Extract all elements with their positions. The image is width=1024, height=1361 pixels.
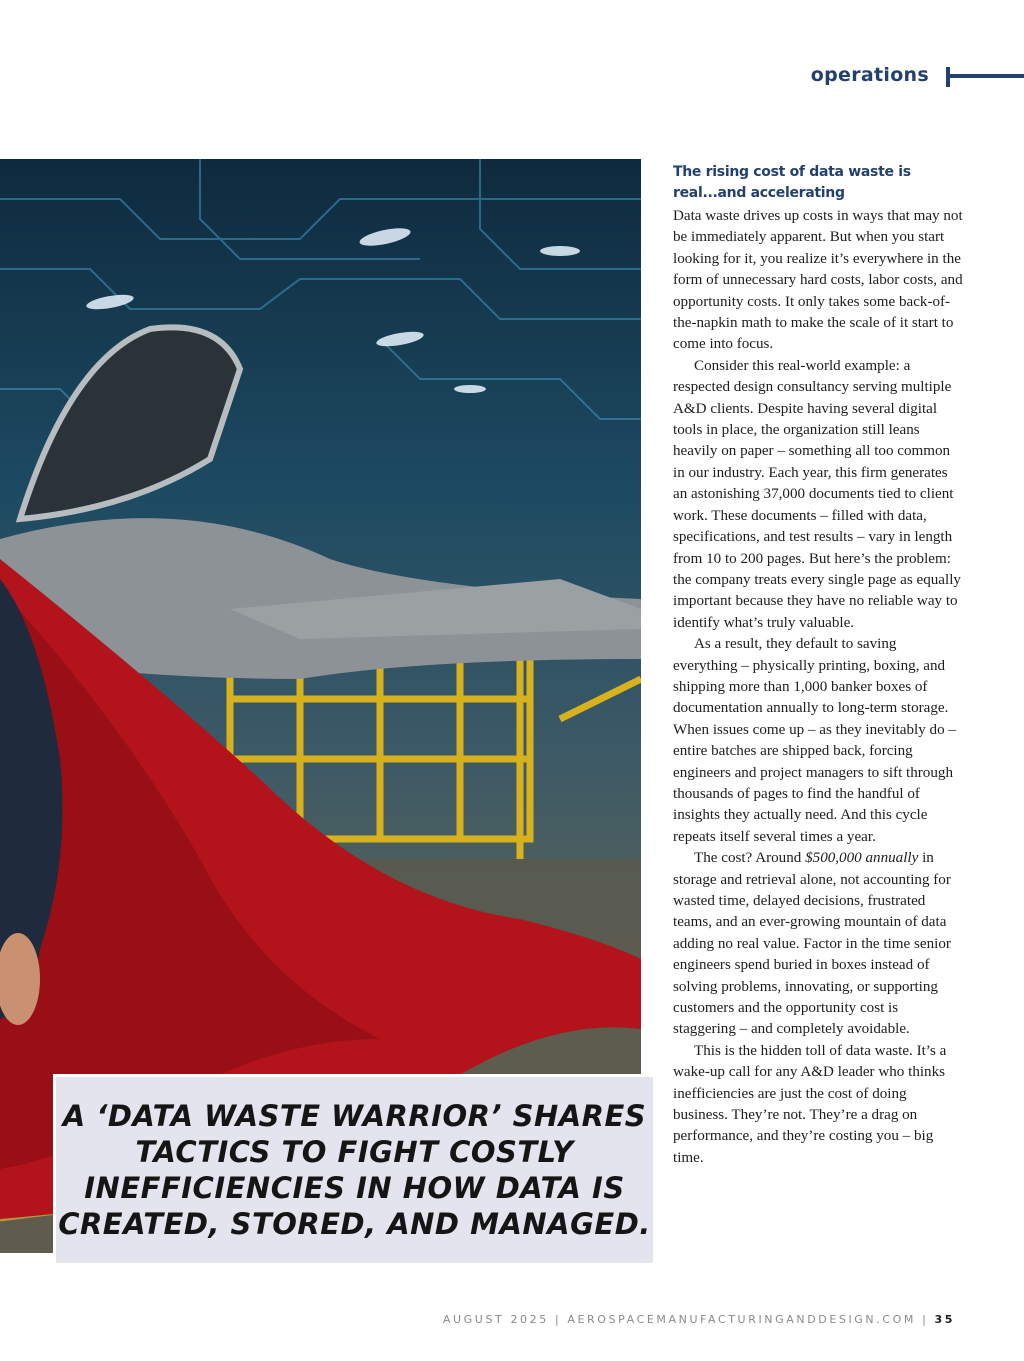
section-rule-line — [946, 74, 1024, 78]
paragraph: As a result, they default to saving everything – physically printing, boxing, and shipping more than 1,000 banker boxes of documentation annually to long-term storage. When issues come up – as they inevitably do – entire batches are shipped back, forcing engineers and project managers to sift through thousands of pages to find the handful of insights they actually need. And this cycle repeats itself several times a year. — [673, 636, 956, 845]
subhead: The rising cost of data waste is real...and accelerating — [673, 164, 911, 201]
paragraph: Consider this real-world example: a respected design consultancy serving multiple A&D clients. Despite having several digital tools in place, the organization still leans heavily on paper – something all too common in our industry. Each year, this firm generates an astonishing 37,000 documents tied to client work. These documents – filled with data, specifications, and test results – vary in length from 10 to 200 pages. But here’s the problem: the company treats every single page as equally important because they have no reliable way to identify what’s truly valuable. — [673, 357, 961, 631]
section-label: operations — [810, 64, 929, 86]
footer-text: AUGUST 2025 | AEROSPACEMANUFACTURINGANDDESIGN.COM | — [442, 1313, 935, 1326]
headline-deck-box — [53, 1074, 656, 1266]
article-column — [673, 162, 963, 1169]
page-number: 35 — [934, 1313, 955, 1326]
paragraph-lead: The cost? Around — [694, 850, 806, 867]
paragraph: Data waste drives up costs in ways that may not be immediately apparent. But when you start looking for it, you realize it’s everywhere in the form of unnecessary hard costs, labor costs, and opportunity costs. It only takes some back-of-the-napkin math to make the scale of it start to come into focus. — [673, 208, 963, 353]
paragraph: This is the hidden toll of data waste. It’s a wake-up call for any A&D leader who thinks inefficiencies are just the cost of doing business. They’re not. They’re a drag on performance, and they’re costing you – big time. — [673, 1042, 947, 1166]
emphasis-cost: $500,000 annually — [805, 850, 919, 867]
paragraph — [673, 848, 963, 1041]
page-footer — [443, 1313, 955, 1326]
headline-deck: A ‘DATA WASTE WARRIOR’ SHARES TACTICS TO FIGHT COSTLY INEFFICIENCIES IN HOW DATA IS CREATED, STORED, AND MANAGED. — [58, 1099, 651, 1241]
paragraph-rest: in storage and retrieval alone, not accounting for wasted time, delayed decisions, frustrated teams, and an ever-growing mountain of data adding no real value. Factor in the time senior engineers spend buried in boxes instead of solving problems, innovating, or supporting customers and the opportunity cost is staggering – and completely avoidable. — [673, 850, 951, 1038]
